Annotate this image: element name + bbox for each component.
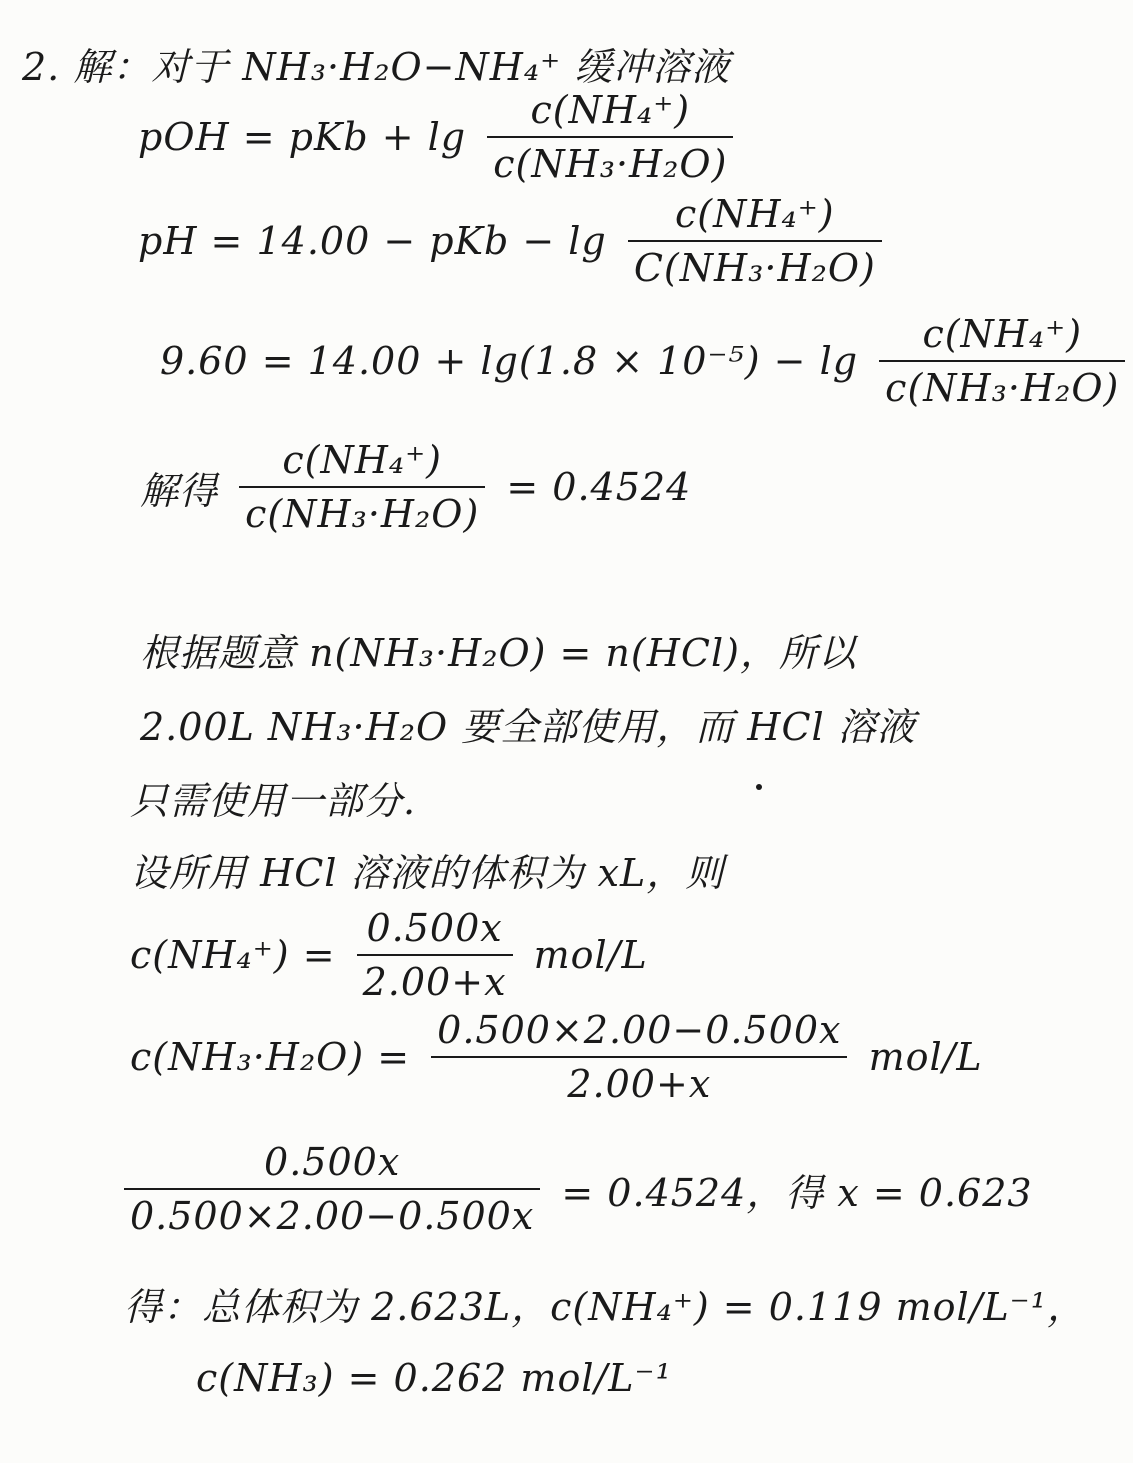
answer-line-2: c(NH₃) = 0.262 mol/L⁻¹ [196,1356,672,1400]
fraction-bar [357,954,513,956]
ratio-denominator: c(NH₃·H₂O) [245,492,480,536]
line-6 [140,622,857,677]
fraction-bar [239,486,485,488]
ph-fraction [628,192,882,290]
nh4-fraction [357,906,513,1004]
nh4-lhs: c(NH₄⁺) = [130,933,336,977]
nh3-lhs: c(NH₃·H₂O) = [130,1035,411,1079]
solve-denominator: 0.500×2.00−0.500x [130,1194,535,1238]
nh4-numerator: 0.500x [366,906,503,950]
line-11-nh3-concentration [130,1008,983,1106]
line-10-nh4-concentration [130,906,648,1004]
poh-numerator: c(NH₄⁺) [530,88,691,132]
text-line-9: 设所用 HCl 溶液的体积为 xL，则 [130,851,725,895]
ratio-numerator: c(NH₄⁺) [282,438,442,482]
text-line-8: 只需使用一部分. [130,779,417,823]
line-12-solve-x [124,1140,1033,1238]
ph-lhs: pH = 14.00 − pKb − lg [138,219,607,263]
line-8 [130,770,416,825]
line-3-ph-equation [138,192,890,290]
line-13-answer [124,1276,1086,1331]
fraction-bar [124,1188,540,1190]
solve-fraction [124,1140,540,1238]
line-4-substitution [160,312,1133,410]
nh3-fraction [431,1008,847,1106]
text-line-7: 2.00L NH₃·H₂O 要全部使用，而 HCl 溶液 [140,705,916,749]
substitution-lhs: 9.60 = 14.00 + lg(1.8 × 10⁻⁵) − lg [160,339,859,383]
line-1-heading [22,36,730,91]
solve-numerator: 0.500x [264,1140,401,1184]
nh3-unit: mol/L [868,1035,983,1079]
result-label: 解得 [140,468,219,513]
nh4-denominator: 2.00+x [362,960,507,1004]
solve-result: = 0.4524，得 x = 0.623 [561,1170,1033,1215]
nh3-denominator: 2.00+x [567,1062,712,1106]
fraction-bar [431,1056,847,1058]
heading-text: 2. 解：对于 NH₃·H₂O−NH₄⁺ 缓冲溶液 [22,45,731,89]
text-line-6: 根据题意 n(NH₃·H₂O) = n(HCl)，所以 [140,631,857,675]
nh4-unit: mol/L [533,933,648,977]
line-9 [130,842,724,897]
poh-fraction [487,88,733,186]
substitution-numerator: c(NH₄⁺) [922,312,1083,356]
nh3-numerator: 0.500×2.00−0.500x [437,1008,842,1052]
fraction-bar [628,240,882,242]
ratio-fraction [239,438,485,536]
line-14-answer [196,1356,672,1400]
ratio-value: = 0.4524 [506,465,692,509]
line-7 [140,696,916,751]
line-5-ratio-result [140,438,691,536]
stray-dot [756,784,762,790]
ph-numerator: c(NH₄⁺) [675,192,835,236]
fraction-bar [487,136,733,138]
ph-denominator: C(NH₃·H₂O) [633,246,876,290]
substitution-denominator: c(NH₃·H₂O) [885,366,1120,410]
poh-denominator: c(NH₃·H₂O) [493,142,728,186]
line-2-poh-equation [138,88,741,186]
substitution-fraction [879,312,1125,410]
answer-line-1: 得：总体积为 2.623L，c(NH₄⁺) = 0.119 mol/L⁻¹， [124,1285,1086,1329]
poh-lhs: pOH = pKb + lg [138,115,467,159]
fraction-bar [879,360,1125,362]
